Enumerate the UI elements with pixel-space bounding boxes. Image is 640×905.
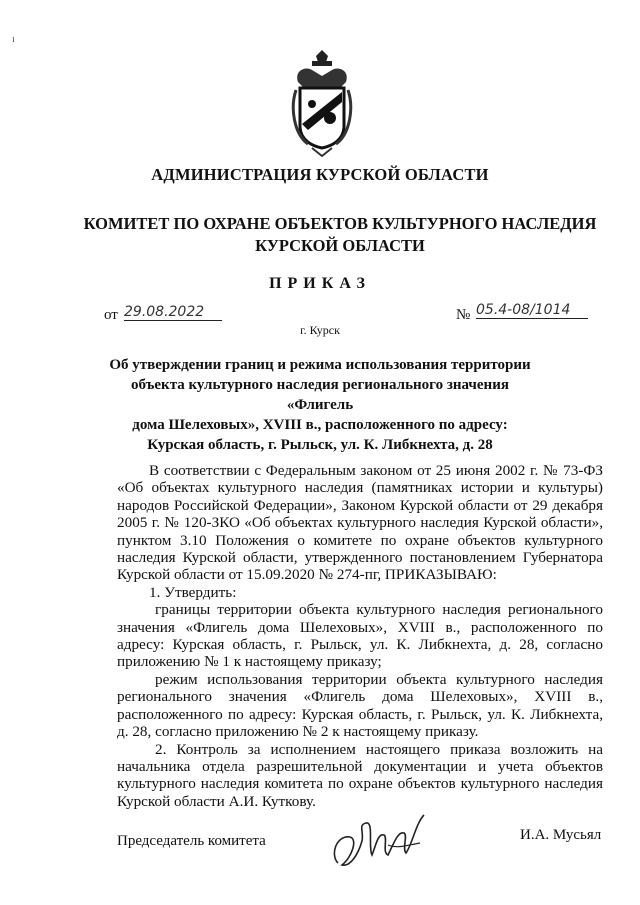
city: г. Курск — [300, 323, 340, 337]
paragraph-regime: режим использования территории объекта культурного наследия регионального значения «Флигель дома Шелеховых», XVIII в., расположенного по адресу: Курская область, г. Рыльск, ул. К. Либкнехта, д. 28, согласно приложению № 2 к настоящему приказу. — [117, 670, 603, 741]
paragraph-item-2: 2. Контроль за исполнением настоящего приказа возложить на начальника отдела разрешительной документации и учета объектов культурного наследия комитета по охране объектов культурного наследия Курской области А.И. Куткову. — [117, 740, 603, 810]
date-value: 29.08.2022 — [124, 304, 222, 321]
subject-line-4: Курская область, г. Рыльск, ул. К. Либкнехта, д. 28 — [147, 437, 493, 453]
handwritten-signature — [328, 805, 438, 877]
paragraph-item-1: 1. Утвердить: — [149, 583, 237, 601]
subject-line-3: дома Шелеховых», XVIII в., расположенного по адресу: — [132, 417, 508, 433]
doc-type: ПРИКАЗ — [269, 275, 371, 292]
committee-line-2: КУРСКОЙ ОБЛАСТИ — [255, 236, 425, 255]
subject-line-2: объекта культурного наследия регионального значения «Флигель — [131, 377, 509, 413]
subject-line-1: Об утверждении границ и режима использования территории — [109, 357, 531, 373]
order-body — [117, 462, 603, 810]
committee-line-1: КОМИТЕТ ПО ОХРАНЕ ОБЪЕКТОВ КУЛЬТУРНОГО НАСЛЕДИЯ — [83, 214, 597, 233]
date-label: от — [104, 307, 118, 323]
paragraph-preamble: В соответствии с Федеральным законом от 25 июня 2002 г. № 73-ФЗ «Об объектах культурного наследия (памятниках истории и культуры) народов Российской Федерации», Законом Курской области от 29 декабря 2005 г. № 120-ЗКО «Об объектах культурного наследия Курской области», пунктом 3.10 Положения о комитете по охране объектов культурного наследия Курской области, утвержденного постановлением Губернатора Курской области от 15.09.2020 № 274-пг, ПРИКАЗЫВАЮ: — [117, 462, 603, 584]
number-value: 05.4-08/1014 — [476, 302, 588, 319]
order-subject — [100, 355, 540, 455]
signatory-name: И.А. Мусьял — [520, 827, 602, 843]
committee-title — [60, 213, 620, 257]
number-label: № — [456, 307, 471, 323]
page-mark: ı — [12, 34, 15, 45]
paragraph-boundaries: границы территории объекта культурного наследия регионального значения «Флигель дома Шелеховых», XVIII в., расположенного по адресу: Курская область, г. Рыльск, ул. К. Либкнехта, д. 28, согласно приложению № 1 к настоящему приказу; — [117, 601, 603, 671]
administration-title: АДМИНИСТРАЦИЯ КУРСКОЙ ОБЛАСТИ — [151, 165, 489, 184]
signatory-title: Председатель комитета — [117, 833, 266, 849]
coat-of-arms-icon — [290, 48, 354, 158]
